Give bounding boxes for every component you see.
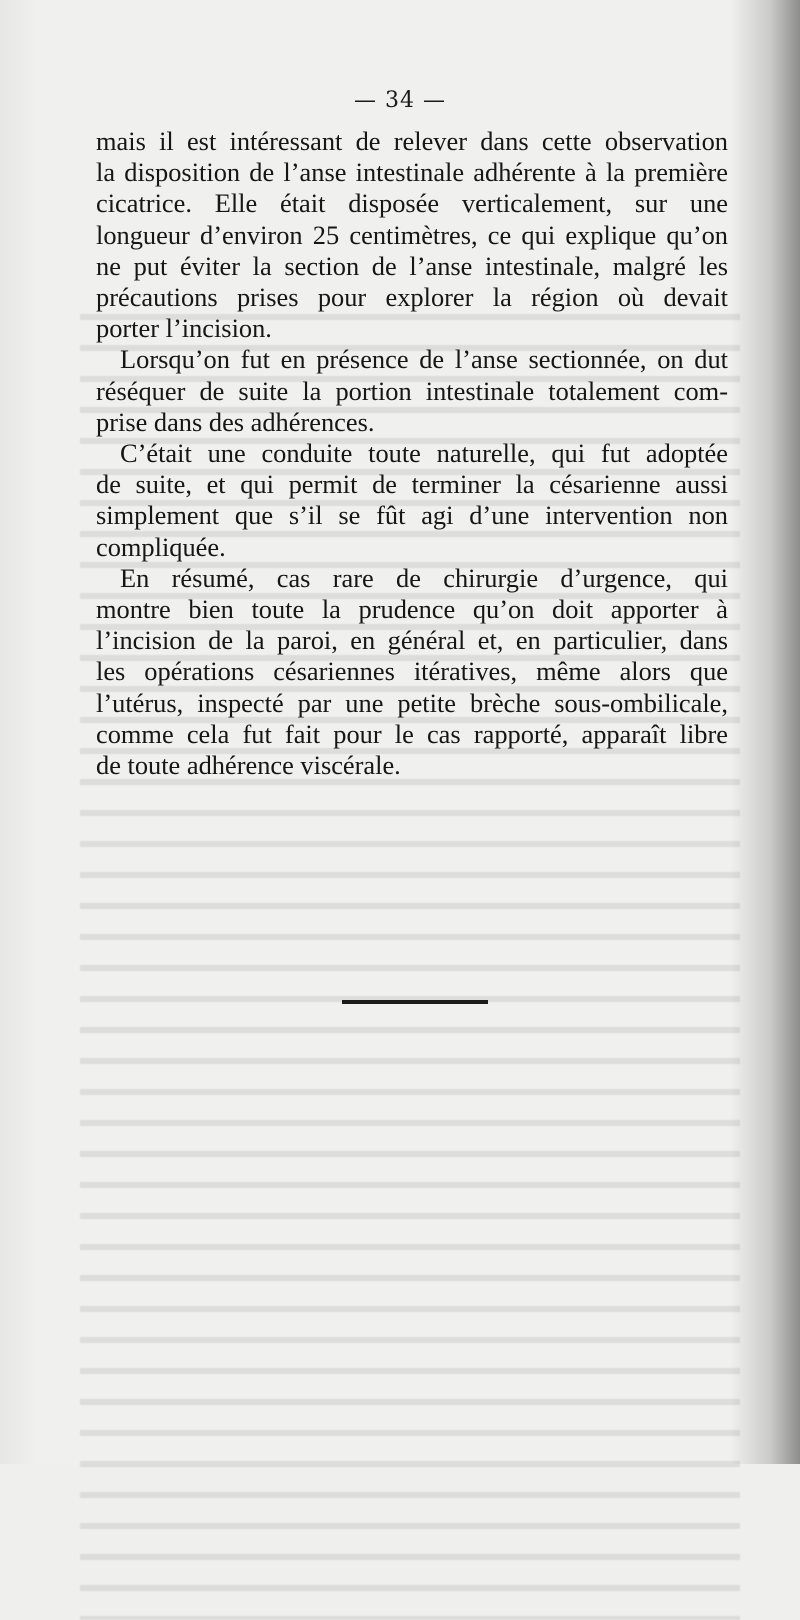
text-line: cicatrice. Elle était disposée verticalement, sur une xyxy=(96,188,728,219)
text-line: Lorsqu’on fut en présence de l’anse sectionnée, on dut xyxy=(120,344,728,375)
body-text xyxy=(96,126,728,781)
text-line: prise dans des adhérences. xyxy=(96,406,375,437)
text-line: l’incision de la paroi, en général et, en particulier, dans xyxy=(96,625,728,656)
page-number: — 34 — xyxy=(354,88,446,113)
text-line: de toute adhérence viscérale. xyxy=(96,750,401,781)
end-rule xyxy=(342,1000,488,1004)
text-line: porter l’incision. xyxy=(96,313,272,344)
text-line: montre bien toute la prudence qu’on doit apporter à xyxy=(96,594,728,625)
text-line: l’utérus, inspecté par une petite brèche sous-ombilicale, xyxy=(96,687,728,718)
text-line: réséquer de suite la portion intestinale totalement com- xyxy=(96,375,728,406)
text-line: précautions prises pour explorer la région où devait xyxy=(96,282,728,313)
text-line: mais il est intéressant de relever dans cette observation xyxy=(96,126,728,156)
text-line: C’était une conduite toute naturelle, qui fut adoptée xyxy=(120,438,728,469)
text-line: de suite, et qui permit de terminer la césarienne aussi xyxy=(96,469,728,500)
text-line: longueur d’environ 25 centimètres, ce qui explique qu’on xyxy=(96,219,728,250)
text-line: comme cela fut fait pour le cas rapporté, apparaît libre xyxy=(96,718,728,749)
text-line: simplement que s’il se fût agi d’une intervention non xyxy=(96,500,728,531)
text-line: les opérations césariennes itératives, même alors que xyxy=(96,656,728,687)
text-line: ne put éviter la section de l’anse intestinale, malgré les xyxy=(96,250,728,281)
text-line: la disposition de l’anse intestinale adhérente à la première xyxy=(96,157,728,188)
text-line: En résumé, cas rare de chirurgie d’urgence, qui xyxy=(120,562,728,593)
text-line: compliquée. xyxy=(96,531,226,562)
